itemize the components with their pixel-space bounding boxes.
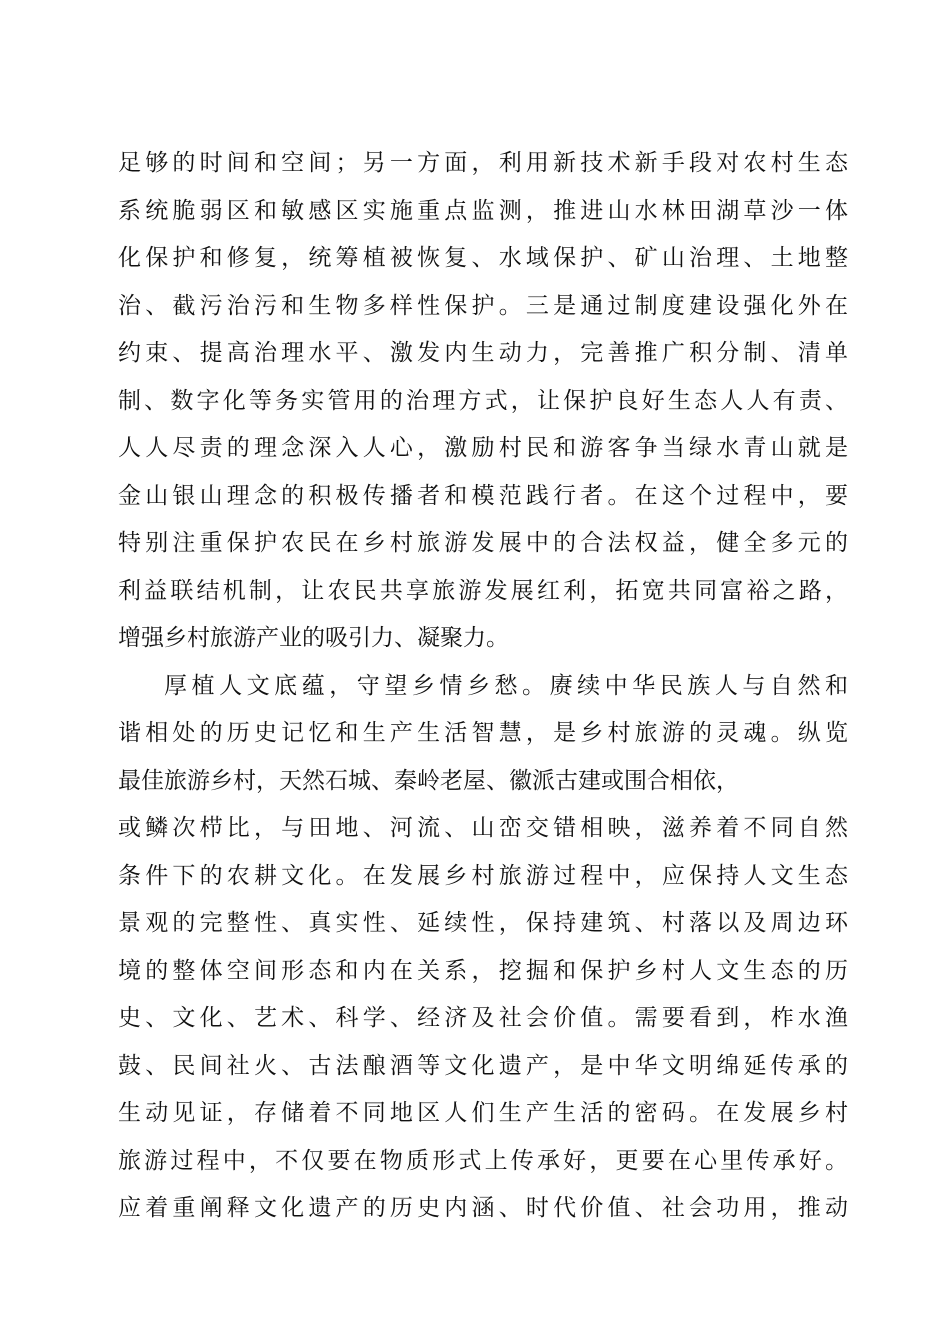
paragraph-line: 旅游过程中，不仅要在物质形式上传承好，更要在心里传承好。: [118, 1147, 848, 1174]
paragraph-line: 制、数字化等务实管用的治理方式，让保护良好生态人人有责、: [118, 387, 848, 414]
paragraph-line: 增强乡村旅游产业的吸引力、凝聚力。: [118, 625, 509, 651]
paragraph-line: 条件下的农耕文化。在发展乡村旅游过程中，应保持人文生态: [118, 862, 848, 889]
paragraph-line: 或鳞次栉比，与田地、河流、山峦交错相映，滋养着不同自然: [118, 815, 848, 841]
paragraph-line: 利益联结机制，让农民共享旅游发展红利，拓宽共同富裕之路，: [118, 577, 848, 604]
paragraph-line: 鼓、民间社火、古法酿酒等文化遗产，是中华文明绵延传承的: [118, 1052, 848, 1079]
paragraph-line: 人人尽责的理念深入人心，激励村民和游客争当绿水青山就是: [118, 435, 848, 461]
paragraph-line: 治、截污治污和生物多样性保护。三是通过制度建设强化外在: [118, 292, 848, 319]
paragraph-line: 景观的完整性、真实性、延续性，保持建筑、村落以及周边环: [118, 910, 848, 936]
paragraph-line: 谐相处的历史记忆和生产生活智慧，是乡村旅游的灵魂。纵览: [118, 720, 848, 746]
paragraph-line: 最佳旅游乡村，天然石城、秦岭老屋、徽派古建或围合相依，: [118, 767, 739, 794]
body-text: [118, 140, 848, 1233]
paragraph-line: 特别注重保护农民在乡村旅游发展中的合法权益，健全多元的: [118, 530, 848, 556]
paragraph-2: [118, 663, 848, 1233]
paragraph-line: 应着重阐释文化遗产的历史内涵、时代价值、社会功用，推动: [118, 1195, 848, 1221]
paragraph-1: [118, 140, 848, 663]
paragraph-line: 足够的时间和空间；另一方面，利用新技术新手段对农村生态: [118, 150, 848, 176]
paragraph-line: 系统脆弱区和敏感区实施重点监测，推进山水林田湖草沙一体: [118, 197, 848, 224]
paragraph-line: 厚植人文底蕴，守望乡情乡愁。赓续中华民族人与自然和: [164, 672, 848, 699]
paragraph-line: 境的整体空间形态和内在关系，挖掘和保护乡村人文生态的历: [118, 957, 848, 984]
paragraph-line: 约束、提高治理水平、激发内生动力，完善推广积分制、清单: [118, 340, 848, 366]
paragraph-line: 化保护和修复，统筹植被恢复、水域保护、矿山治理、土地整: [118, 245, 848, 271]
paragraph-line: 史、文化、艺术、科学、经济及社会价值。需要看到，柞水渔: [118, 1005, 848, 1031]
paragraph-line: 生动见证，存储着不同地区人们生产生活的密码。在发展乡村: [118, 1100, 848, 1126]
paragraph-line: 金山银山理念的积极传播者和模范践行者。在这个过程中，要: [118, 482, 848, 509]
